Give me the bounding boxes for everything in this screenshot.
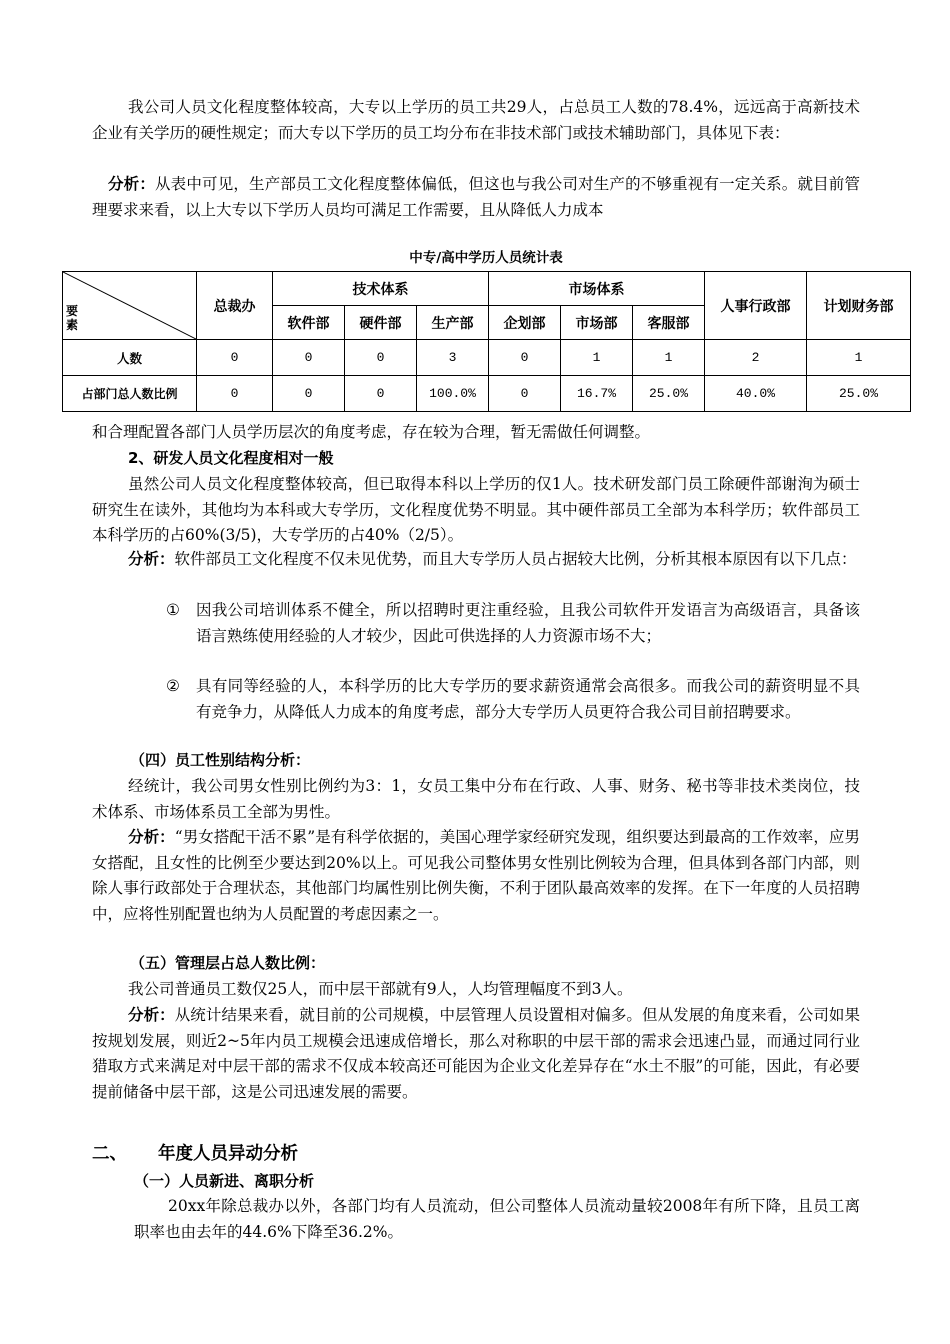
paragraph-gender-ratio: 经统计，我公司男女性别比例约为3：1，女员工集中分布在行政、人事、财务、秘书等非技术类岗位，技术体系、市场体系员工全部为男性。 — [92, 777, 860, 821]
corner-label-line1: 要 — [66, 304, 79, 318]
list-text: 具有同等经验的人，本科学历的比大专学历的要求薪资通常会高很多。而我公司的薪资明显不具有竞争力，从降低人力成本的角度考虑，部分大专学历人员更符合我公司目前招聘要求。 — [196, 677, 860, 721]
list-marker: ② — [166, 677, 180, 695]
table-cell: 0 — [489, 376, 561, 412]
paragraph-continuation: 和合理配置各部门人员学历层次的角度考虑，存在较为合理，暂无需做任何调整。 — [92, 423, 651, 441]
col-header-hr: 人事行政部 — [705, 272, 807, 340]
analysis-label: 分析： — [128, 1006, 175, 1024]
table-cell: 0 — [273, 376, 345, 412]
table-cell: 40.0% — [705, 376, 807, 412]
turnover-text: 20xx年除总裁办以外，各部门均有人员流动，但公司整体人员流动量较2008年有所下降，且员工离职率也由去年的44.6%下降至36.2%。 — [134, 1197, 860, 1241]
list-marker: ① — [166, 601, 180, 619]
heading-management-ratio: （五）管理层占总人数比例： — [130, 954, 326, 972]
table-cell: 100.0% — [417, 376, 489, 412]
table-cell: 0 — [273, 340, 345, 376]
col-header-production: 生产部 — [417, 306, 489, 340]
paragraph-education-overview: 我公司人员文化程度整体较高，大专以上学历的员工共29人，占总员工人数的78.4%，远远高于高新技术企业有关学历的硬性规定；而大专以下学历的员工均分布在非技术部门或技术辅助部门，具体见下表： — [92, 98, 860, 142]
analysis-text: 从表中可见，生产部员工文化程度整体偏低，但这也与我公司对生产的不够重视有一定关系。就目前管理要求来看，以上大专以下学历人员均可满足工作需要，且从降低人力成本 — [92, 175, 860, 219]
table-cell: 0 — [345, 340, 417, 376]
analysis-text: 从统计结果来看，就目前的公司规模，中层管理人员设置相对偏多。但从发展的角度来看，公司如果按规划发展，则近2~5年内员工规模会迅速成倍增长，那么对称职的中层干部的需求会迅速凸显，而通过同行业猎取方式来满足对中层干部的需求不仅成本较高还可能因为企业文化差异存在“水土不服”的可能，因此，有必要提前储备中层干部，这是公司迅速发展的需要。 — [92, 1006, 860, 1101]
col-header-software: 软件部 — [273, 306, 345, 340]
table-cell: 25.0% — [633, 376, 705, 412]
table-cell: 1 — [561, 340, 633, 376]
paragraph-analysis-4 — [92, 825, 860, 927]
subsection-title: （一）人员新进、离职分析 — [134, 1172, 315, 1190]
paragraph-analysis-1 — [92, 172, 860, 223]
corner-label — [66, 304, 78, 332]
analysis-text: “男女搭配干活不累”是有科学依据的，美国心理学家经研究发现，组织要达到最高的工作效率，应男女搭配，且女性的比例至少要达到20%以上。可见我公司整体男女性别比例较为合理，但具体到各部门内部，则除人事行政部处于合理状态，其他部门均属性别比例失衡，不利于团队最高效率的发挥。在下一年度的人员招聘中，应将性别配置也纳为人员配置的考虑因素之一。 — [92, 828, 860, 923]
table-corner-cell — [63, 272, 197, 340]
table-cell: 2 — [705, 340, 807, 376]
paragraph-management-count: 我公司普通员工数仅25人，而中层干部就有9人，人均管理幅度不到3人。 — [128, 980, 633, 998]
row-label-count: 人数 — [63, 340, 197, 376]
col-header-planning: 企划部 — [489, 306, 561, 340]
table-cell: 3 — [417, 340, 489, 376]
col-header-marketing: 市场部 — [561, 306, 633, 340]
col-header-hardware: 硬件部 — [345, 306, 417, 340]
table-cell: 0 — [489, 340, 561, 376]
heading-rd-education: 2、研发人员文化程度相对一般 — [128, 449, 334, 467]
table-row — [63, 340, 911, 376]
list-item — [166, 674, 860, 725]
table-cell: 16.7% — [561, 376, 633, 412]
col-header-ceo: 总裁办 — [197, 272, 273, 340]
row-label-ratio: 占部门总人数比例 — [63, 376, 197, 412]
analysis-text: 软件部员工文化程度不仅未见优势，而且大专学历人员占据较大比例，分析其根本原因有以下几点： — [174, 550, 857, 568]
heading-gender-structure: （四）员工性别结构分析： — [130, 751, 311, 769]
group-header-market: 市场体系 — [489, 272, 705, 306]
table-caption: 中专/高中学历人员统计表 — [409, 250, 563, 266]
table-cell: 1 — [633, 340, 705, 376]
table-cell: 0 — [197, 340, 273, 376]
paragraph-rd-education: 虽然公司人员文化程度整体较高，但已取得本科以上学历的仅1人。技术研发部门员工除硬件部谢洵为硕士研究生在读外，其他均为本科或大专学历，文化程度优势不明显。其中硬件部员工全部为本科学历；软件部员工本科学历的占60%(3/5)，大专学历的占40%（2/5）。 — [92, 475, 860, 544]
col-header-service: 客服部 — [633, 306, 705, 340]
education-stats-table — [62, 271, 911, 412]
list-item — [166, 598, 860, 649]
group-header-tech: 技术体系 — [273, 272, 489, 306]
table-row — [63, 376, 911, 412]
list-text: 因我公司培训体系不健全，所以招聘时更注重经验，且我公司软件开发语言为高级语言，具备该语言熟练使用经验的人才较少，因此可供选择的人力资源市场不大； — [196, 601, 860, 645]
table-cell: 0 — [197, 376, 273, 412]
analysis-label: 分析： — [108, 175, 156, 193]
paragraph-analysis-2 — [92, 547, 860, 573]
corner-label-line2: 素 — [66, 318, 79, 332]
diagonal-line — [63, 272, 196, 339]
table-cell: 0 — [345, 376, 417, 412]
paragraph-analysis-5 — [92, 1003, 860, 1105]
analysis-label: 分析： — [128, 828, 175, 846]
section-number: 二、 — [92, 1144, 127, 1164]
col-header-finance: 计划财务部 — [807, 272, 911, 340]
table-cell: 25.0% — [807, 376, 911, 412]
section-title: 年度人员异动分析 — [158, 1144, 298, 1164]
paragraph-turnover — [134, 1194, 860, 1245]
analysis-label: 分析： — [128, 550, 175, 568]
table-cell: 1 — [807, 340, 911, 376]
